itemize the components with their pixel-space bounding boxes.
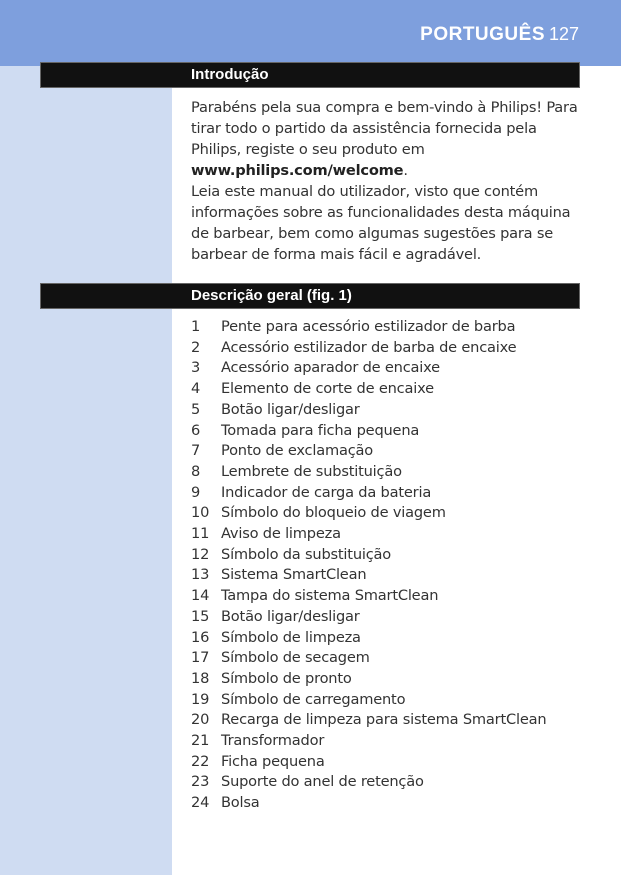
item-number: 8: [191, 462, 201, 480]
item-number: 5: [191, 400, 201, 418]
item-number: 4: [191, 380, 201, 398]
list-item: [191, 628, 546, 649]
item-label: Símbolo da substituição: [221, 545, 392, 563]
item-label: Indicador de carga da bateria: [221, 483, 432, 501]
philips-register-link[interactable]: www.philips.com/welcome: [191, 162, 404, 179]
item-label: Elemento de corte de encaixe: [221, 380, 434, 398]
item-label: Tomada para ficha pequena: [221, 421, 420, 439]
item-number: 6: [191, 421, 201, 439]
intro-paragraph-1: [191, 97, 591, 181]
item-number: 13: [191, 566, 210, 584]
list-item: [191, 607, 546, 628]
list-item: [191, 379, 546, 400]
list-item: [191, 441, 546, 462]
item-label: Acessório aparador de encaixe: [221, 359, 440, 377]
list-item: [191, 648, 546, 669]
item-label: Suporte do anel de retenção: [221, 773, 424, 791]
item-number: 18: [191, 669, 210, 687]
item-number: 21: [191, 732, 210, 750]
list-item: [191, 483, 546, 504]
list-item: [191, 400, 546, 421]
list-item: [191, 421, 546, 442]
item-label: Ponto de exclamação: [221, 442, 374, 460]
sidebar-panel: [0, 0, 172, 875]
item-label: Tampa do sistema SmartClean: [221, 587, 439, 605]
list-item: [191, 524, 546, 545]
item-number: 23: [191, 773, 210, 791]
item-number: 12: [191, 545, 210, 563]
item-number: 24: [191, 794, 210, 812]
intro-text-before-link: Parabéns pela sua compra e bem-vindo à Philips! Para tirar todo o partido da assistência fornecida pela Philips, registe o seu produto em: [191, 99, 578, 158]
intro-text-after-link: .: [403, 162, 408, 179]
list-item: [191, 669, 546, 690]
list-item: [191, 317, 546, 338]
list-item: [191, 710, 546, 731]
overview-list: [191, 317, 546, 814]
list-item: [191, 731, 546, 752]
intro-heading: Introdução: [191, 66, 269, 83]
list-item: [191, 772, 546, 793]
item-label: Lembrete de substituição: [221, 462, 402, 480]
item-number: 7: [191, 442, 201, 460]
item-number: 9: [191, 483, 201, 501]
intro-text: [191, 97, 591, 265]
item-number: 14: [191, 587, 210, 605]
list-item: [191, 690, 546, 711]
language-title: PORTUGUÊS: [420, 24, 545, 45]
intro-heading-bar: [40, 62, 580, 88]
item-label: Acessório estilizador de barba de encaixe: [221, 338, 517, 356]
item-label: Aviso de limpeza: [221, 525, 341, 543]
item-label: Pente para acessório estilizador de barba: [221, 318, 516, 335]
list-item: [191, 503, 546, 524]
item-number: 1: [191, 318, 201, 335]
item-number: 19: [191, 690, 210, 708]
list-item: [191, 545, 546, 566]
item-label: Símbolo de limpeza: [221, 628, 361, 646]
intro-paragraph-2: Leia este manual do utilizador, visto que contém informações sobre as funcionalidades desta máquina de barbear, bem como algumas sugestões para se barbear de forma mais fácil e agradável.: [191, 183, 571, 263]
item-number: 2: [191, 338, 201, 356]
item-number: 15: [191, 607, 210, 625]
item-number: 17: [191, 649, 210, 667]
list-item: [191, 793, 546, 814]
item-number: 10: [191, 504, 210, 522]
item-label: Recarga de limpeza para sistema SmartClean: [221, 711, 547, 729]
item-number: 20: [191, 711, 210, 729]
item-number: 22: [191, 752, 210, 770]
list-item: [191, 338, 546, 359]
list-item: [191, 358, 546, 379]
item-label: Símbolo de pronto: [221, 669, 352, 687]
item-number: 11: [191, 525, 210, 543]
list-item: [191, 752, 546, 773]
item-label: Bolsa: [221, 794, 260, 812]
list-item: [191, 462, 546, 483]
item-number: 3: [191, 359, 201, 377]
item-number: 16: [191, 628, 210, 646]
item-label: Botão ligar/desligar: [221, 400, 360, 418]
overview-heading: Descrição geral (fig. 1): [191, 287, 352, 304]
item-label: Sistema SmartClean: [221, 566, 367, 584]
item-label: Símbolo do bloqueio de viagem: [221, 504, 446, 522]
item-label: Símbolo de carregamento: [221, 690, 406, 708]
item-label: Símbolo de secagem: [221, 649, 370, 667]
list-item: [191, 586, 546, 607]
item-label: Botão ligar/desligar: [221, 607, 360, 625]
item-label: Ficha pequena: [221, 752, 325, 770]
item-label: Transformador: [221, 732, 325, 750]
page-number: 127: [548, 24, 579, 44]
list-item: [191, 565, 546, 586]
